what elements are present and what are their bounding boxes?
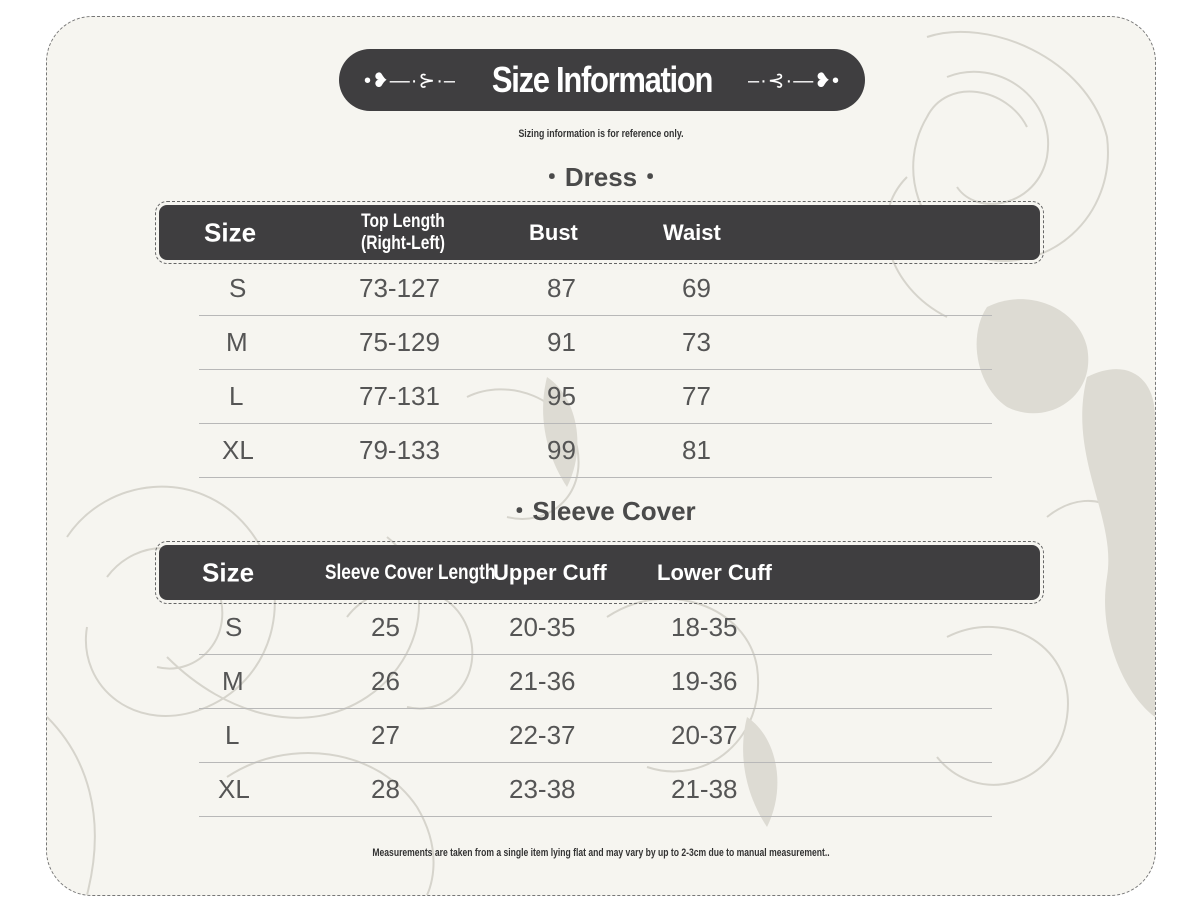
sleeve-header-length: Sleeve Cover Length — [325, 560, 496, 584]
dress-size-cell: M — [226, 327, 248, 357]
sleeve-table-header — [155, 541, 1044, 604]
dress-waist-cell: 81 — [682, 435, 711, 465]
dress-size-cell: S — [229, 273, 247, 303]
dress-header-top-length — [361, 211, 445, 255]
sleeve-lower-cuff-cell: 19-36 — [671, 666, 738, 696]
dress-bust-cell: 99 — [547, 435, 576, 465]
sleeve-lower-cuff-cell: 18-35 — [671, 612, 738, 642]
sleeve-length-cell: 28 — [371, 774, 400, 804]
sleeve-lower-cuff-cell: 20-37 — [671, 720, 738, 750]
dress-waist-cell: 73 — [682, 327, 711, 357]
measurement-footnote: Measurements are taken from a single item lying flat and may vary by up to 2-3cm due to manual measurement.. — [372, 847, 830, 859]
sleeve-length-cell: 27 — [371, 720, 400, 750]
sleeve-upper-cuff-cell: 21-36 — [509, 666, 576, 696]
dress-bust-cell: 87 — [547, 273, 576, 303]
sleeve-size-cell: XL — [218, 774, 250, 804]
sleeve-length-cell: 25 — [371, 612, 400, 642]
dress-header-top-length-line1: Top Length — [361, 210, 445, 232]
dress-bust-cell: 95 — [547, 381, 576, 411]
size-chart-card — [46, 16, 1156, 896]
sleeve-row-xl — [199, 762, 992, 817]
dress-top-length-cell: 75-129 — [359, 327, 440, 357]
sleeve-row-m — [199, 654, 992, 709]
dress-size-cell: L — [229, 381, 244, 411]
dress-row-s — [199, 261, 992, 316]
dress-row-m — [199, 315, 992, 370]
sleeve-lower-cuff-cell: 21-38 — [671, 774, 738, 804]
sleeve-upper-cuff-cell: 20-35 — [509, 612, 576, 642]
page-title: Size Information — [491, 59, 713, 100]
title-banner — [339, 49, 865, 111]
dress-bust-cell: 91 — [547, 327, 576, 357]
dress-size-cell: XL — [222, 435, 254, 465]
sleeve-size-cell: L — [225, 720, 240, 750]
dress-table-header — [155, 201, 1044, 264]
dress-top-length-cell: 77-131 — [359, 381, 440, 411]
sleeve-header-size: Size — [202, 557, 255, 587]
dress-header-bust: Bust — [529, 219, 578, 245]
dress-header-top-length-line2: (Right-Left) — [361, 232, 445, 254]
sleeve-row-s — [199, 600, 992, 655]
sleeve-header-upper-cuff: Upper Cuff — [493, 559, 607, 585]
dress-header-size: Size — [204, 217, 257, 247]
reference-note: Sizing information is for reference only. — [518, 128, 684, 140]
dress-row-xl — [199, 423, 992, 478]
sleeve-size-cell: M — [222, 666, 244, 696]
title-ornament-left: •❥—·⊱·– — [364, 69, 456, 92]
dress-header-waist: Waist — [663, 219, 721, 245]
sleeve-upper-cuff-cell: 22-37 — [509, 720, 576, 750]
title-ornament-right: –·⊰·—❥• — [748, 69, 840, 92]
dress-waist-cell: 77 — [682, 381, 711, 411]
sleeve-upper-cuff-cell: 23-38 — [509, 774, 576, 804]
sleeve-size-cell: S — [225, 612, 243, 642]
dress-waist-cell: 69 — [682, 273, 711, 303]
sleeve-section-title: ・Sleeve Cover — [506, 496, 696, 526]
sleeve-row-l — [199, 708, 992, 763]
sleeve-header-lower-cuff: Lower Cuff — [657, 559, 772, 585]
dress-section-title: ・Dress・ — [538, 162, 664, 192]
dress-top-length-cell: 79-133 — [359, 435, 440, 465]
dress-top-length-cell: 73-127 — [359, 273, 440, 303]
sleeve-length-cell: 26 — [371, 666, 400, 696]
dress-row-l — [199, 369, 992, 424]
